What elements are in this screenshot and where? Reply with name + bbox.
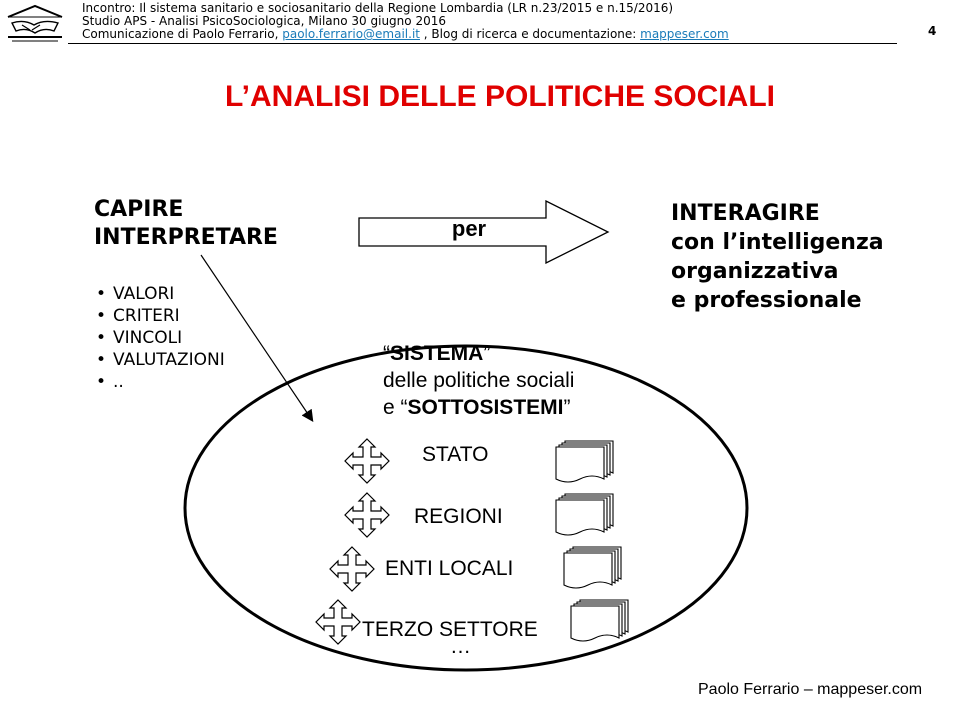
four-way-arrow-icon [345,439,389,483]
arrow-label: per [451,216,487,241]
four-way-arrow-icon [316,600,360,644]
slide-title: L’ANALISI DELLE POLITICHE SOCIALI [224,80,776,113]
email-link[interactable]: paolo.ferrario@email.it [282,27,420,41]
stacked-documents-icon [564,547,621,588]
diagonal-arrow [201,255,312,420]
stacked-documents-icon [556,441,613,482]
four-way-arrow-icon [345,493,389,537]
right-line: INTERAGIRE [671,201,820,226]
bullet-item: • VALORI [96,283,225,305]
header-line-3-middle: , Blog di ricerca e documentazione: [419,27,641,41]
four-way-arrow-icon [330,547,374,591]
bullet-item: • CRITERI [96,305,225,327]
line3-suffix: ” [563,396,571,419]
sottosistemi-word: SOTTOSISTEMI [407,396,564,419]
open-quote: “ [383,342,390,365]
item-label-stato: STATO [422,443,489,466]
sistema-word: SISTEMA [390,342,484,365]
right-line: organizzativa [671,259,839,284]
header-line-3-prefix: Comunicazione di Paolo Ferrario, [82,27,283,41]
bullet-item: • .. [96,371,225,393]
heading-interpretare: INTERPRETARE [94,225,278,250]
item-label-regioni: REGIONI [414,505,503,528]
page-number: 4 [928,24,937,38]
blog-link[interactable]: mappeser.com [640,27,729,41]
item-label-terzo-settore: TERZO SETTORE [362,618,538,641]
item-label-enti-locali: ENTI LOCALI [385,557,514,580]
stacked-documents-icon [571,600,628,641]
line3-prefix: e “ [383,396,408,419]
stacked-documents-icon [556,494,613,535]
system-text [383,340,574,421]
right-line: e professionale [671,288,862,313]
ellipsis-text: … [450,635,471,658]
footer-credit: Paolo Ferrario – mappeser.com [698,681,923,698]
close-quote: ” [483,342,491,365]
header-line-2: Studio APS - Analisi PsicoSociologica, Milano 30 giugno 2016 [82,14,446,28]
system-line-1 [383,340,574,367]
bullet-item: • VALUTAZIONI [96,349,225,371]
system-line-2: delle politiche sociali [383,369,575,392]
bullet-item: • VINCOLI [96,327,225,349]
right-line: con l’intelligenza [671,230,884,255]
heading-capire: CAPIRE [94,197,184,222]
system-line-3 [383,394,574,421]
header-line-1: Incontro: Il sistema sanitario e sociosanitario della Regione Lombardia (LR n.23/2015 e n.15/2016) [82,1,674,15]
